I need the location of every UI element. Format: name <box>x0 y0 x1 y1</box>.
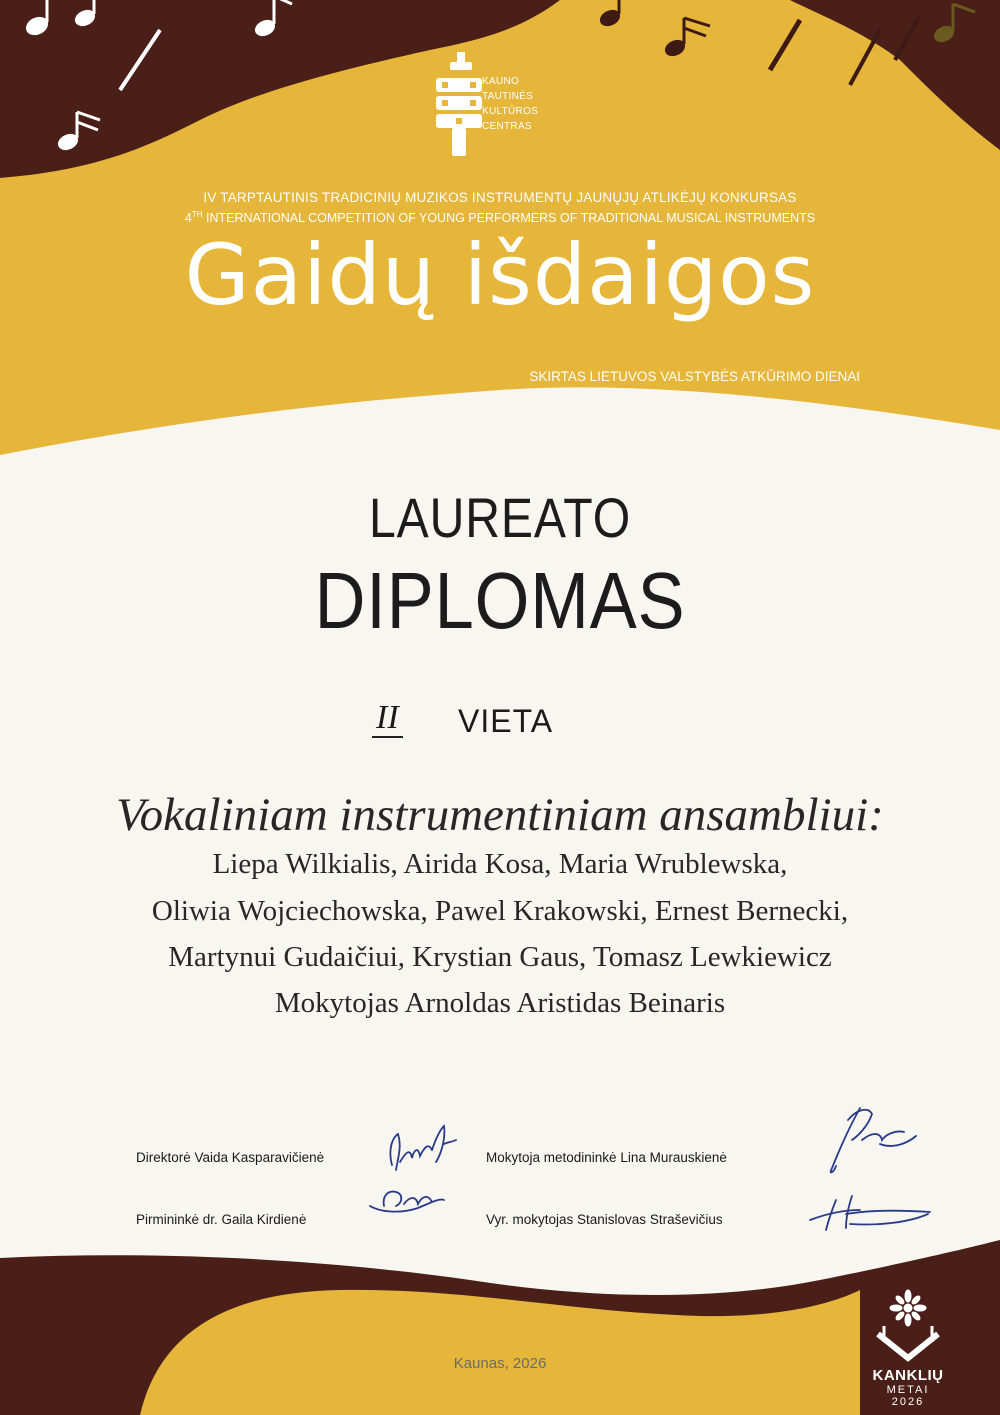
logo-line-4: CENTRAS <box>482 121 532 132</box>
diploma-line-2: DIPLOMAS <box>314 556 686 645</box>
recipient-teacher: Mokytojas Arnoldas Aristidas Beinaris <box>274 987 726 1019</box>
competition-title-en-number: 4 <box>184 211 192 226</box>
place-and-date: Kaunas, 2026 <box>453 1355 547 1372</box>
competition-title-en <box>0 210 1000 225</box>
kankliu-metai-label: METAI <box>886 1384 930 1396</box>
signature-label-methodist: Mokytoja metodininkė Lina Murauskienė <box>486 1150 727 1165</box>
recipient-names-line-3: Martynui Gudaičiui, Krystian Gaus, Tomasz Lewkiewicz <box>168 941 832 973</box>
place-handwritten: II <box>372 700 403 738</box>
logo-line-2: TAUTINĖS <box>482 91 534 102</box>
signature-label-chair: Pirmininkė dr. Gaila Kirdienė <box>136 1212 307 1227</box>
logo-line-3: KULTŪROS <box>482 106 539 117</box>
kankliu-year: 2026 <box>891 1396 925 1408</box>
competition-title-en-rest: INTERNATIONAL COMPETITION OF YOUNG PERFORMERS OF TRADITIONAL MUSICAL INSTRUMENTS <box>202 211 816 226</box>
recipient-names-line-1: Liepa Wilkialis, Airida Kosa, Maria Wrublewska, <box>212 848 788 880</box>
place-label: VIETA <box>458 703 554 739</box>
signature-label-director: Direktorė Vaida Kasparavičienė <box>136 1150 325 1165</box>
kankliu-brand-text: KANKLIŲ <box>872 1367 944 1384</box>
culture-center-logo-text <box>482 74 538 134</box>
kankliu-subtext <box>868 1384 948 1408</box>
recipient-ensemble: Vokaliniam instrumentiniam ansambliui: <box>116 789 884 841</box>
competition-title-en-ordinal: TH <box>191 210 203 219</box>
recipient-names-line-2: Oliwia Wojciechowska, Pawel Krakowski, Ernest Bernecki, <box>151 895 849 927</box>
logo-line-1: KAUNO <box>482 76 520 87</box>
competition-name: Gaidų išdaigos <box>184 226 816 324</box>
diploma-line-1: LAUREATO <box>368 486 632 549</box>
competition-title-lt: IV TARPTAUTINIS TRADICINIŲ MUZIKOS INSTRUMENTŲ JAUNŲJŲ ATLIKĖJŲ KONKURSAS <box>203 190 797 205</box>
competition-dedication: SKIRTAS LIETUVOS VALSTYBĖS ATKŪRIMO DIENAI <box>529 369 860 384</box>
signature-label-senior-teacher: Vyr. mokytojas Stanislovas Straševičius <box>486 1212 723 1227</box>
